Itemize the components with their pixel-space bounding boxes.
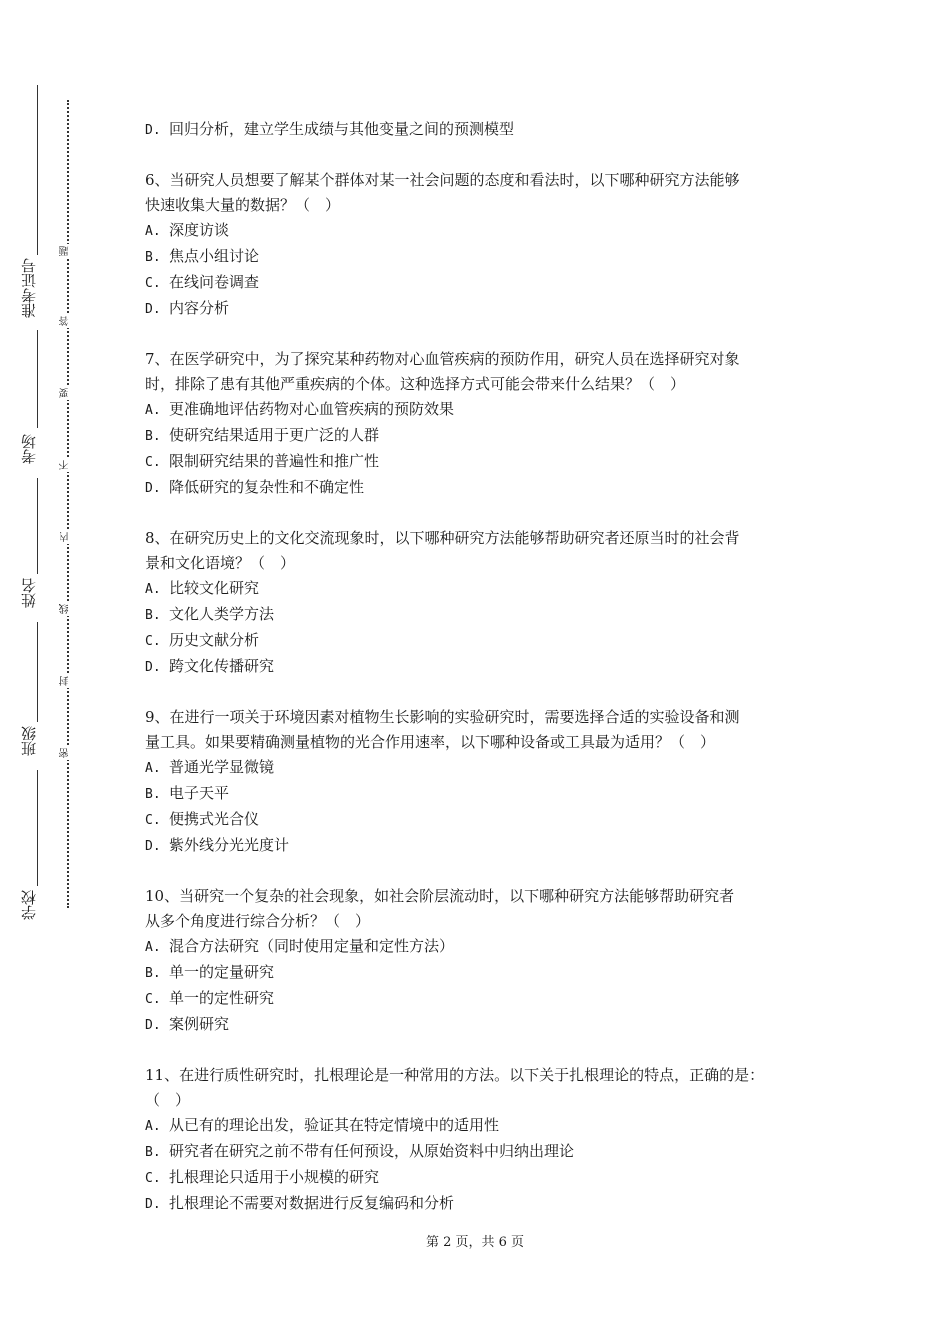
option-letter: A. [145, 940, 161, 955]
option-letter: C. [145, 455, 161, 470]
stem-line: 快速收集大量的数据？（ ） [145, 196, 341, 214]
option-d [145, 833, 825, 859]
option-text: 跨文化传播研究 [169, 657, 275, 675]
option-text: 扎根理论只适用于小规模的研究 [169, 1168, 380, 1186]
option-text: 紫外线分光光度计 [169, 836, 290, 854]
option-letter: D. [145, 1018, 161, 1033]
option-letter: A. [145, 1119, 161, 1134]
option-d [145, 117, 825, 143]
option-letter: B. [145, 966, 161, 981]
option-letter: C. [145, 813, 161, 828]
option-letter: D. [145, 302, 161, 317]
binding-line [37, 85, 38, 255]
seal-char: 要 [61, 386, 75, 400]
option-c [145, 986, 825, 1012]
question-content [145, 117, 825, 1217]
option-text: 降低研究的复杂性和不确定性 [169, 478, 365, 496]
option-letter: C. [145, 276, 161, 291]
option-letter: D. [145, 481, 161, 496]
option-text: 深度访谈 [169, 221, 230, 239]
option-a [145, 397, 825, 423]
question-stem [145, 526, 825, 576]
option-d [145, 475, 825, 501]
option-text: 普通光学显微镜 [169, 758, 275, 776]
option-a [145, 218, 825, 244]
question-stem [145, 884, 825, 934]
option-letter: B. [145, 250, 161, 265]
stem-line: 景和文化语境？（ ） [145, 554, 296, 572]
option-d [145, 296, 825, 322]
stem-line: （ ） [145, 1091, 191, 1109]
option-c [145, 807, 825, 833]
option-letter: D. [145, 839, 161, 854]
question-6 [145, 168, 825, 322]
seal-char: 答 [61, 314, 75, 328]
option-letter: D. [145, 1197, 161, 1212]
option-d [145, 654, 825, 680]
stem-line: 11、在进行质性研究时，扎根理论是一种常用的方法。以下关于扎根理论的特点，正确的是： [145, 1066, 765, 1084]
option-d [145, 1012, 825, 1038]
option-letter: A. [145, 582, 161, 597]
option-text: 混合方法研究（同时使用定量和定性方法） [169, 937, 455, 955]
binding-label-exam-room: 考场 [20, 434, 38, 464]
option-text: 单一的定性研究 [169, 989, 275, 1007]
page-footer: 第 2 页，共 6 页 [425, 1235, 525, 1250]
option-letter: D. [145, 123, 161, 138]
question-11 [145, 1063, 825, 1217]
option-text: 案例研究 [169, 1015, 230, 1033]
question-9 [145, 705, 825, 859]
binding-line [37, 770, 38, 886]
stem-line: 从多个角度进行综合分析？（ ） [145, 912, 371, 930]
stem-line: 10、当研究一个复杂的社会现象，如社会阶层流动时，以下哪种研究方法能够帮助研究者 [145, 887, 735, 905]
binding-label-school: 学校 [20, 890, 38, 920]
option-c [145, 449, 825, 475]
option-b [145, 423, 825, 449]
question-stem [145, 347, 825, 397]
option-letter: C. [145, 634, 161, 649]
binding-line [37, 478, 38, 574]
seal-char: 题 [61, 244, 75, 258]
option-a [145, 755, 825, 781]
option-text: 使研究结果适用于更广泛的人群 [169, 426, 380, 444]
option-letter: A. [145, 761, 161, 776]
option-c [145, 1165, 825, 1191]
option-text: 在线问卷调查 [169, 273, 260, 291]
stem-line: 9、在进行一项关于环境因素对植物生长影响的实验研究时，需要选择合适的实验设备和测 [145, 708, 740, 726]
question-stem [145, 705, 825, 755]
option-text: 研究者在研究之前不带有任何预设，从原始资料中归纳出理论 [169, 1142, 575, 1160]
option-b [145, 244, 825, 270]
option-text: 回归分析，建立学生成绩与其他变量之间的预测模型 [169, 120, 515, 138]
option-letter: B. [145, 787, 161, 802]
option-letter: B. [145, 608, 161, 623]
option-letter: D. [145, 660, 161, 675]
option-text: 限制研究结果的普遍性和推广性 [169, 452, 380, 470]
seal-char: 线 [61, 602, 75, 616]
binding-label-name: 姓名 [20, 578, 38, 608]
option-b [145, 1139, 825, 1165]
seal-char: 不 [61, 458, 75, 472]
option-c [145, 628, 825, 654]
stem-line: 8、在研究历史上的文化交流现象时，以下哪种研究方法能够帮助研究者还原当时的社会背 [145, 529, 740, 547]
stem-line: 6、当研究人员想要了解某个群体对某一社会问题的态度和看法时，以下哪种研究方法能够 [145, 171, 740, 189]
option-letter: C. [145, 992, 161, 1007]
binding-line [37, 330, 38, 428]
seal-dotted-line [67, 100, 69, 908]
binding-line [37, 622, 38, 722]
option-a [145, 934, 825, 960]
option-text: 文化人类学方法 [169, 605, 275, 623]
option-letter: B. [145, 1145, 161, 1160]
option-b [145, 960, 825, 986]
option-text: 便携式光合仪 [169, 810, 260, 828]
seal-char: 内 [61, 530, 75, 544]
option-text: 电子天平 [169, 784, 230, 802]
option-text: 更准确地评估药物对心血管疾病的预防效果 [169, 400, 455, 418]
option-text: 比较文化研究 [169, 579, 260, 597]
option-letter: A. [145, 403, 161, 418]
option-text: 内容分析 [169, 299, 230, 317]
option-text: 历史文献分析 [169, 631, 260, 649]
stem-line: 时，排除了患有其他严重疾病的个体。这种选择方式可能会带来什么结果？（ ） [145, 375, 686, 393]
option-text: 单一的定量研究 [169, 963, 275, 981]
option-text: 焦点小组讨论 [169, 247, 260, 265]
option-c [145, 270, 825, 296]
option-letter: A. [145, 224, 161, 239]
binding-label-exam-number: 准考证号 [20, 258, 38, 318]
option-letter: B. [145, 429, 161, 444]
option-d [145, 1191, 825, 1217]
stem-line: 7、在医学研究中，为了探究某种药物对心血管疾病的预防作用，研究人员在选择研究对象 [145, 350, 740, 368]
option-text: 从已有的理论出发，验证其在特定情境中的适用性 [169, 1116, 500, 1134]
question-7 [145, 347, 825, 501]
question-10 [145, 884, 825, 1038]
option-b [145, 781, 825, 807]
question-8 [145, 526, 825, 680]
question-stem [145, 1063, 825, 1113]
option-a [145, 1113, 825, 1139]
seal-char: 封 [61, 674, 75, 688]
stem-line: 量工具。如果要精确测量植物的光合作用速率，以下哪种设备或工具最为适用？（ ） [145, 733, 716, 751]
option-letter: C. [145, 1171, 161, 1186]
option-b [145, 602, 825, 628]
binding-label-class: 班级 [20, 726, 38, 756]
question-stem [145, 168, 825, 218]
option-a [145, 576, 825, 602]
seal-char: 密 [61, 746, 75, 760]
option-text: 扎根理论不需要对数据进行反复编码和分析 [169, 1194, 455, 1212]
